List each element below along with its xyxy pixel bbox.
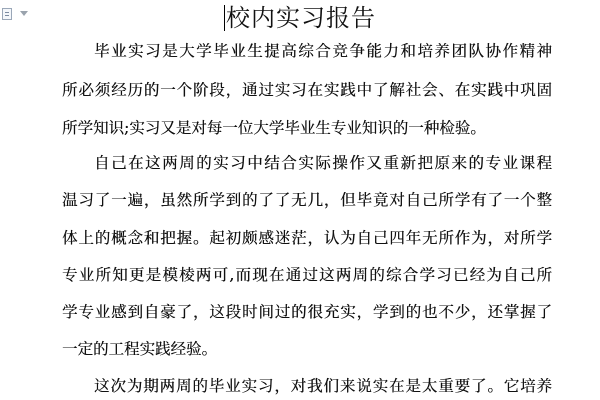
title-row (0, 2, 600, 34)
paragraph-line[interactable]: 这次为期两周的毕业实习，对我们来说实在是太重要了。它培养 (94, 377, 552, 395)
paragraph-line[interactable]: 体上的概念和把握。起初颇感迷茫，认为自己四年无所作为，对所学 (62, 229, 552, 247)
paragraph-line[interactable]: 一定的工程实践经验。 (62, 340, 218, 358)
paragraph-line[interactable]: 专业所知更是模棱两可,而现在通过这两周的综合学习已经为自己所 (62, 266, 552, 284)
paragraph-line[interactable]: 所必须经历的一个阶段，通过实习在实践中了解社会、在实践中巩固 (62, 81, 552, 99)
paragraph-line[interactable]: 所学知识;实习又是对每一位大学毕业生专业知识的一种检验。 (62, 119, 486, 137)
document-title[interactable]: 校内实习报告 (226, 4, 376, 32)
paragraph-line[interactable]: 自己在这两周的实习中结合实际操作又重新把原来的专业课程 (94, 154, 552, 172)
paragraph-line[interactable]: 毕业实习是大学毕业生提高综合竞争能力和培养团队协作精神 (94, 42, 552, 60)
paragraph-line[interactable]: 温习了一遍，虽然所学到的了了无几，但毕竟对自己所学有了一个整 (62, 191, 552, 209)
text-cursor (224, 5, 225, 31)
paragraph-line[interactable]: 学专业感到自豪了，这段时间过的很充实，学到的也不少，还掌握了 (62, 303, 552, 321)
